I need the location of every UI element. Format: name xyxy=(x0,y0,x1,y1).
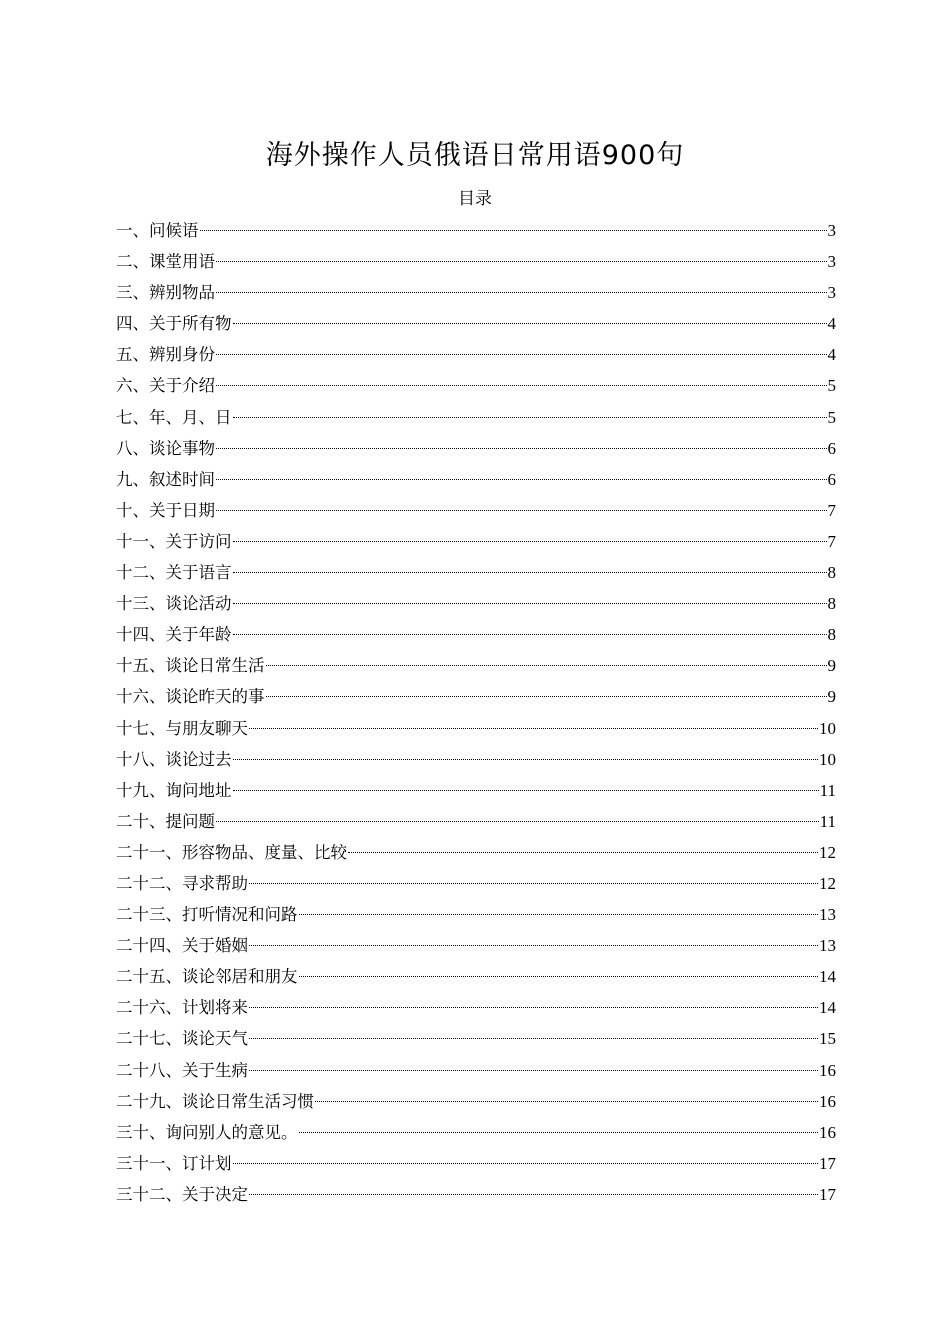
toc-entry-page-number: 11 xyxy=(819,780,836,800)
toc-entry-label: 十九、询问地址 xyxy=(116,780,232,800)
toc-dot-leader xyxy=(216,261,827,262)
toc-entry[interactable] xyxy=(116,308,836,339)
toc-entry-label: 十六、谈论昨天的事 xyxy=(116,687,265,707)
toc-entry-page-number: 9 xyxy=(827,687,836,707)
toc-entry-label: 三十、询问别人的意见。 xyxy=(116,1122,298,1142)
toc-dot-leader xyxy=(216,385,827,386)
toc-entry-page-number: 14 xyxy=(819,967,836,987)
toc-dot-leader xyxy=(216,448,827,449)
toc-dot-leader xyxy=(266,696,827,697)
toc-entry-label: 四、关于所有物 xyxy=(116,314,232,334)
toc-entry-page-number: 8 xyxy=(827,563,836,583)
toc-entry-page-number: 11 xyxy=(819,811,836,831)
toc-dot-leader xyxy=(216,510,827,511)
toc-dot-leader xyxy=(233,541,827,542)
toc-dot-leader xyxy=(249,728,818,729)
toc-entry[interactable] xyxy=(116,1055,836,1086)
toc-entry-label: 十四、关于年龄 xyxy=(116,625,232,645)
toc-entry-page-number: 8 xyxy=(827,594,836,614)
toc-entry-page-number: 16 xyxy=(819,1122,836,1142)
toc-entry-page-number: 13 xyxy=(819,936,836,956)
toc-entry[interactable] xyxy=(116,215,836,246)
toc-entry-label: 九、叙述时间 xyxy=(116,469,215,489)
toc-entry-label: 二十六、计划将来 xyxy=(116,998,248,1018)
toc-entry-page-number: 15 xyxy=(819,1029,836,1049)
toc-entry-label: 二十五、谈论邻居和朋友 xyxy=(116,967,298,987)
toc-entry-page-number: 6 xyxy=(827,469,836,489)
toc-entry-label: 十三、谈论活动 xyxy=(116,594,232,614)
toc-dot-leader xyxy=(249,1194,818,1195)
toc-entry-label: 十、关于日期 xyxy=(116,500,215,520)
toc-entry-page-number: 10 xyxy=(819,749,836,769)
toc-entry-page-number: 6 xyxy=(827,438,836,458)
toc-entry-label: 三十一、订计划 xyxy=(116,1153,232,1173)
toc-entry[interactable] xyxy=(116,992,836,1023)
toc-entry[interactable] xyxy=(116,277,836,308)
toc-dot-leader xyxy=(249,1038,818,1039)
toc-dot-leader xyxy=(299,1132,819,1133)
toc-entry[interactable] xyxy=(116,650,836,681)
toc-entry[interactable] xyxy=(116,402,836,433)
toc-entry-page-number: 3 xyxy=(827,252,836,272)
toc-entry[interactable] xyxy=(116,1117,836,1148)
toc-entry[interactable] xyxy=(116,961,836,992)
toc-entry-label: 十一、关于访问 xyxy=(116,531,232,551)
toc-entry-page-number: 7 xyxy=(827,500,836,520)
toc-dot-leader xyxy=(233,323,827,324)
toc-entry[interactable] xyxy=(116,744,836,775)
toc-entry-label: 一、问候语 xyxy=(116,221,199,240)
toc-entry[interactable] xyxy=(116,1023,836,1054)
toc-entry-page-number: 8 xyxy=(827,625,836,645)
toc-dot-leader xyxy=(200,230,827,231)
toc-entry[interactable] xyxy=(116,557,836,588)
toc-entry-label: 十七、与朋友聊天 xyxy=(116,718,248,738)
toc-entry[interactable] xyxy=(116,588,836,619)
toc-entry[interactable] xyxy=(116,495,836,526)
toc-entry[interactable] xyxy=(116,246,836,277)
toc-entry-page-number: 17 xyxy=(819,1184,836,1204)
toc-entry[interactable] xyxy=(116,1086,836,1117)
toc-entry-page-number: 10 xyxy=(819,718,836,738)
toc-entry-label: 二十、提问题 xyxy=(116,811,215,831)
toc-entry-label: 二十七、谈论天气 xyxy=(116,1029,248,1049)
toc-entry-page-number: 16 xyxy=(819,1091,836,1111)
toc-entry-label: 三十二、关于决定 xyxy=(116,1184,248,1204)
toc-entry-page-number: 13 xyxy=(819,905,836,925)
toc-entry-label: 十五、谈论日常生活 xyxy=(116,656,265,676)
toc-entry-page-number: 14 xyxy=(819,998,836,1018)
toc-entry[interactable] xyxy=(116,464,836,495)
toc-entry-label: 二十九、谈论日常生活习惯 xyxy=(116,1091,314,1111)
toc-entry-page-number: 7 xyxy=(827,531,836,551)
toc-dot-leader xyxy=(299,976,819,977)
toc-entry-label: 二十二、寻求帮助 xyxy=(116,873,248,893)
toc-entry[interactable] xyxy=(116,806,836,837)
toc-dot-leader xyxy=(249,1070,818,1071)
toc-entry[interactable] xyxy=(116,339,836,370)
toc-dot-leader xyxy=(233,1163,819,1164)
toc-entry[interactable] xyxy=(116,526,836,557)
toc-entry-label: 八、谈论事物 xyxy=(116,438,215,458)
toc-dot-leader xyxy=(216,292,827,293)
toc-entry-page-number: 16 xyxy=(819,1060,836,1080)
toc-entry-page-number: 5 xyxy=(827,376,836,396)
toc-entry-label: 二十三、打听情况和问路 xyxy=(116,905,298,925)
toc-entry-label: 二、课堂用语 xyxy=(116,252,215,272)
toc-entry-label: 二十一、形容物品、度量、比较 xyxy=(116,842,347,862)
toc-dot-leader xyxy=(216,479,827,480)
toc-dot-leader xyxy=(233,572,827,573)
toc-entry-page-number: 4 xyxy=(827,314,836,334)
toc-entry[interactable] xyxy=(116,619,836,650)
toc-dot-leader xyxy=(216,821,819,822)
toc-entry-label: 七、年、月、日 xyxy=(116,407,232,427)
toc-entry[interactable] xyxy=(116,370,836,401)
toc-dot-leader xyxy=(233,417,827,418)
toc-entry-page-number: 5 xyxy=(827,407,836,427)
toc-dot-leader xyxy=(266,665,827,666)
toc-dot-leader xyxy=(233,634,827,635)
toc-heading: 目录 xyxy=(458,189,492,209)
toc-entry[interactable] xyxy=(116,899,836,930)
toc-dot-leader xyxy=(233,759,819,760)
toc-entry[interactable] xyxy=(116,775,836,806)
toc-dot-leader xyxy=(299,914,819,915)
toc-entry-label: 十二、关于语言 xyxy=(116,563,232,583)
toc-entry[interactable] xyxy=(116,433,836,464)
toc-dot-leader xyxy=(249,883,818,884)
table-of-contents xyxy=(116,215,836,1210)
toc-dot-leader xyxy=(249,945,818,946)
toc-dot-leader xyxy=(216,354,827,355)
toc-entry-page-number: 12 xyxy=(819,873,836,893)
toc-entry-page-number: 12 xyxy=(819,842,836,862)
toc-entry-page-number: 9 xyxy=(827,656,836,676)
toc-entry-label: 六、关于介绍 xyxy=(116,376,215,396)
toc-entry-label: 二十八、关于生病 xyxy=(116,1060,248,1080)
document-title: 海外操作人员俄语日常用语900句 xyxy=(265,140,685,171)
toc-entry[interactable] xyxy=(116,681,836,712)
toc-entry-label: 五、辨别身份 xyxy=(116,345,215,365)
toc-entry[interactable] xyxy=(116,868,836,899)
toc-dot-leader xyxy=(233,603,827,604)
toc-entry-label: 三、辨别物品 xyxy=(116,283,215,303)
toc-entry[interactable] xyxy=(116,837,836,868)
toc-dot-leader xyxy=(348,852,818,853)
toc-entry[interactable] xyxy=(116,1179,836,1210)
toc-entry[interactable] xyxy=(116,1148,836,1179)
toc-entry[interactable] xyxy=(116,930,836,961)
toc-dot-leader xyxy=(315,1101,818,1102)
toc-entry-label: 十八、谈论过去 xyxy=(116,749,232,769)
toc-entry[interactable] xyxy=(116,713,836,744)
toc-entry-label: 二十四、关于婚姻 xyxy=(116,936,248,956)
toc-dot-leader xyxy=(249,1007,818,1008)
toc-entry-page-number: 3 xyxy=(827,221,836,240)
toc-entry-page-number: 4 xyxy=(827,345,836,365)
toc-entry-page-number: 17 xyxy=(819,1153,836,1173)
toc-entry-page-number: 3 xyxy=(827,283,836,303)
toc-dot-leader xyxy=(233,790,819,791)
